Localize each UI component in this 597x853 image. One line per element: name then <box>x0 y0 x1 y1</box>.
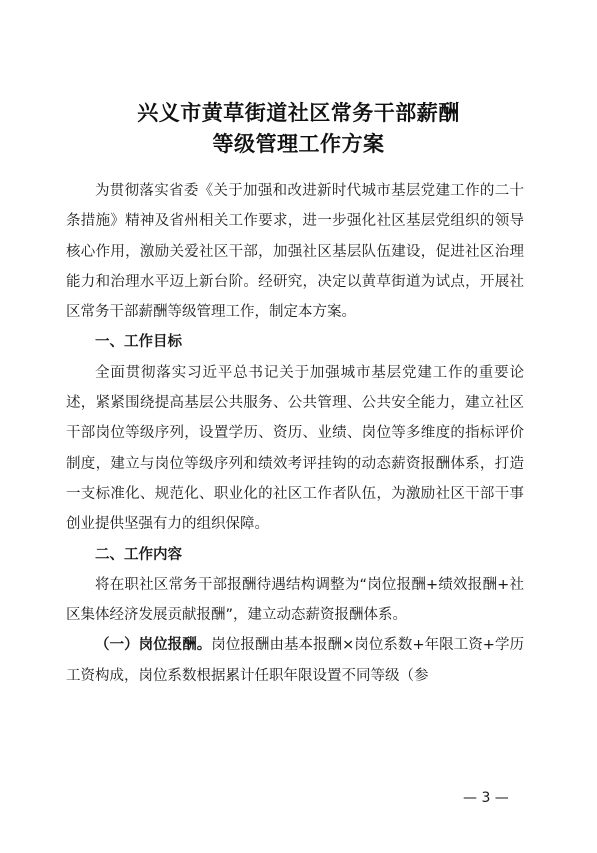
document-title-line2: 等级管理工作方案 <box>212 131 385 156</box>
subsection1-paragraph <box>66 630 524 691</box>
section1-paragraph: 全面贯彻落实习近平总书记关于加强城市基层党建工作的重要论述，紧紧围绕提高基层公共服务、公共管理、公共安全能力，建立社区干部岗位等级序列，设置学历、资历、业绩、岗位等多维度的指标评价制度，建立与岗位等级序列和绩效考评挂钩的动态薪资报酬体系，打造一支标准化、规范化、职业化的社区工作者队伍，为激励社区干部干事创业提供坚强有力的组织保障。 <box>66 364 524 533</box>
section1-heading: 一、工作目标 <box>95 334 182 351</box>
page-number: — 3 — <box>463 790 509 806</box>
document-body <box>66 176 524 691</box>
section2-paragraph: 将在职社区常务干部报酬待遇结构调整为“岗位报酬+绩效报酬+社区集体经济发展贡献报酬”，建立动态薪资报酬体系。 <box>66 576 524 624</box>
document-title-line1: 兴义市黄草街道社区常务干部薪酬 <box>137 100 460 125</box>
intro-paragraph: 为贯彻落实省委《关于加强和改进新时代城市基层党建工作的二十条措施》精神及省州相关工作要求，进一步强化社区基层党组织的领导核心作用，激励关爱社区干部，加强社区基层队伍建设，促进社区治理能力和治理水平迈上新台阶。经研究，决定以黄草街道为试点，开展社区常务干部薪酬等级管理工作，制定本方案。 <box>66 183 524 321</box>
subsection1-text: 岗位报酬由基本报酬×岗位系数+年限工资+学历工资构成，岗位系数根据累计任职年限设置不同等级（参 <box>66 637 525 684</box>
subsection1-heading: （一）岗位报酬。 <box>95 637 212 654</box>
section2-heading: 二、工作内容 <box>95 546 182 563</box>
